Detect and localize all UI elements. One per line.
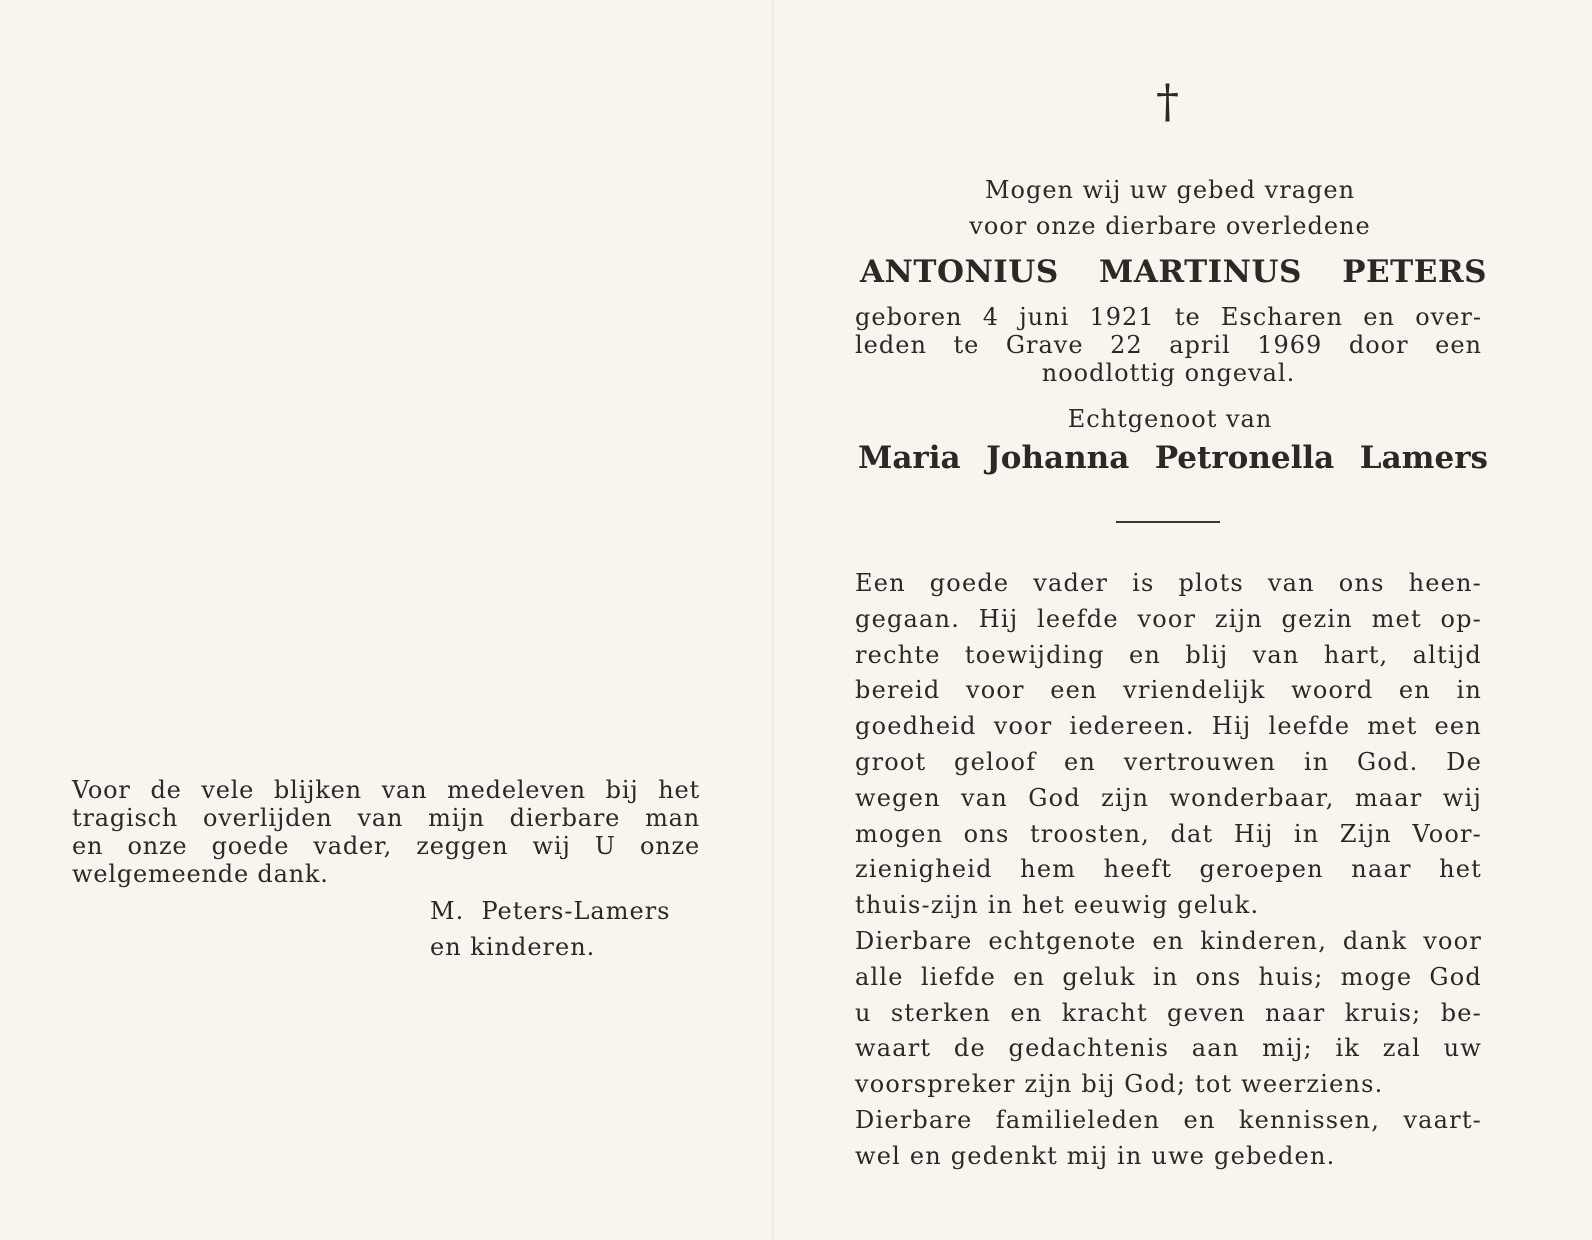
intro-text	[880, 172, 1460, 244]
memorial-line: Dierbare echtgenote en kinderen, dank voor	[855, 926, 1482, 955]
birth-line: noodlottig ongeval.	[1041, 359, 1296, 387]
memorial-text	[855, 566, 1482, 1175]
memorial-line: gegaan. Hij leefde voor zijn gezin met op-	[855, 604, 1482, 633]
thanks-line: tragisch overlijden van mijn dierbare man	[72, 804, 700, 832]
deceased-name	[860, 252, 1487, 292]
birth-line: geboren 4 juni 1921 te Escharen en over-	[855, 303, 1482, 331]
signature-line: M. Peters-Lamers	[430, 897, 671, 925]
memorial-line: waart de gedachtenis aan mij; ik zal uw	[855, 1034, 1482, 1063]
card-fold	[772, 0, 774, 1240]
memorial-line: Een goede vader is plots van ons heen-	[855, 569, 1482, 597]
intro-line: Mogen wij uw gebed vragen	[984, 176, 1356, 204]
memorial-line: groot geloof en vertrouwen in God. De	[855, 747, 1482, 776]
memorial-line: u sterken en kracht geven naar kruis; be-	[855, 998, 1482, 1027]
spouse-name	[858, 438, 1488, 478]
signature-line: en kinderen.	[430, 933, 596, 961]
memorial-line: voorspreker zijn bij God; tot weerziens.	[855, 1070, 1384, 1099]
deceased-name-text: ANTONIUS MARTINUS PETERS	[860, 254, 1487, 290]
divider	[1116, 521, 1220, 523]
spouse-label	[880, 403, 1460, 435]
memorial-line: alle liefde en geluk in ons huis; moge God	[855, 962, 1482, 991]
thanks-line: Voor de vele blijken van medeleven bij het	[72, 776, 700, 804]
memorial-line: bereid voor een vriendelijk woord en in	[855, 676, 1482, 705]
memorial-line: Dierbare familieleden en kennissen, vaart-	[855, 1105, 1482, 1134]
birth-line: leden te Grave 22 april 1969 door een	[855, 331, 1482, 359]
memorial-line: wel en gedenkt mij in uwe gebeden.	[855, 1141, 1336, 1170]
thanks-line: welgemeende dank.	[72, 860, 329, 888]
memorial-line: thuis-zijn in het eeuwig geluk.	[855, 891, 1260, 920]
intro-line: voor onze dierbare overledene	[969, 212, 1371, 240]
memorial-line: goedheid voor iedereen. Hij leefde met een	[855, 712, 1482, 741]
signature	[430, 893, 670, 965]
birth-death-text	[855, 303, 1482, 387]
memorial-line: zienigheid hem heeft geroepen naar het	[855, 855, 1482, 884]
thanks-text	[72, 776, 700, 888]
spouse-label-text: Echtgenoot van	[1067, 405, 1273, 433]
memorial-line: rechte toewijding en blij van hart, altijd	[855, 640, 1482, 669]
memorial-line: mogen ons troosten, dat Hij in Zijn Voor-	[855, 819, 1482, 848]
thanks-line: en onze goede vader, zeggen wij U onze	[72, 832, 700, 860]
cross-icon: †	[1156, 74, 1179, 128]
spouse-name-text: Maria Johanna Petronella Lamers	[858, 440, 1488, 476]
memorial-line: wegen van God zijn wonderbaar, maar wij	[855, 783, 1482, 812]
